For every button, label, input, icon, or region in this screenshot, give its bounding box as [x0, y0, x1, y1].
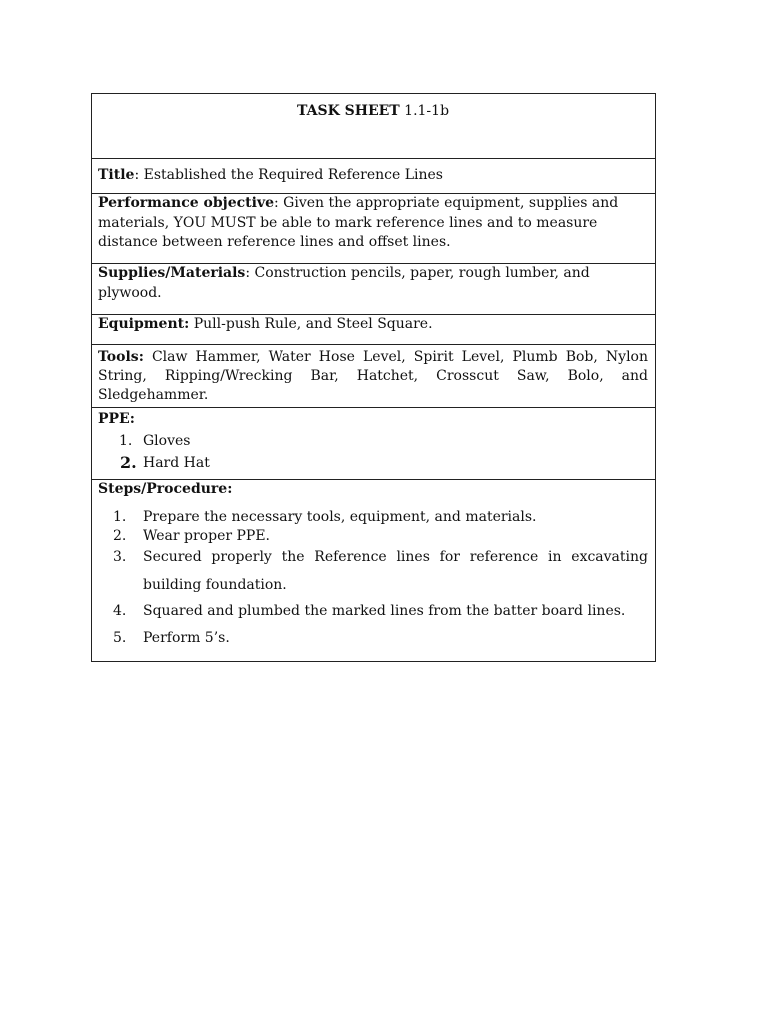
- list-item-text: Secured properly the Reference lines for reference in excavating: [143, 548, 648, 565]
- performance-objective-line-3: distance between reference lines and offset lines.: [98, 234, 451, 250]
- list-item-number: 3.: [113, 548, 127, 565]
- tools-line-2: String, Ripping/Wrecking Bar, Hatchet, Crosscut Saw, Bolo, and: [98, 368, 648, 384]
- ppe-row: [92, 407, 655, 479]
- equipment-row: [92, 314, 655, 344]
- list-item-text: Hard Hat: [143, 454, 210, 471]
- performance-objective-row: [92, 193, 655, 263]
- tools-row: [92, 344, 655, 407]
- list-item-number: 2.: [120, 452, 137, 472]
- tools-line-3: Sledgehammer.: [98, 387, 209, 403]
- performance-objective-label: Performance objective: [98, 195, 274, 211]
- steps-procedure-label: Steps/Procedure:: [98, 481, 233, 497]
- list-item: [98, 598, 648, 625]
- task-sheet-header: [92, 94, 655, 158]
- tools-label: Tools:: [98, 349, 144, 365]
- supplies-materials-label: Supplies/Materials: [98, 265, 246, 281]
- list-item-text: Squared and plumbed the marked lines from the batter board lines.: [143, 602, 626, 619]
- list-item-number: 2.: [113, 528, 127, 544]
- list-item: [98, 452, 648, 474]
- equipment-label: Equipment:: [98, 316, 190, 332]
- task-sheet-number: 1.1-1b: [404, 103, 450, 119]
- list-item-number: 4.: [113, 602, 127, 619]
- task-sheet-heading: TASK SHEET: [296, 103, 400, 119]
- list-item: [98, 508, 648, 528]
- performance-objective-line-1: : Given the appropriate equipment, supplies and: [274, 195, 619, 211]
- list-item-number: 5.: [113, 629, 127, 646]
- steps-procedure-row: [92, 479, 655, 661]
- list-item: [98, 625, 648, 652]
- supplies-materials-line-2: plywood.: [98, 284, 162, 301]
- list-item-text: Perform 5’s.: [143, 629, 230, 646]
- supplies-materials-line-1: : Construction pencils, paper, rough lumber, and: [245, 265, 590, 281]
- list-item-text-continued: building foundation.: [143, 576, 287, 593]
- title-label: Title: [98, 167, 135, 183]
- ppe-label: PPE:: [98, 411, 135, 427]
- performance-objective-line-2: materials, YOU MUST be able to mark reference lines and to measure: [98, 214, 598, 231]
- task-sheet-table: [91, 93, 656, 662]
- list-item-text: Prepare the necessary tools, equipment, and materials.: [143, 508, 537, 525]
- list-item: [98, 430, 648, 452]
- steps-list: [98, 508, 648, 652]
- list-item-text: Wear proper PPE.: [143, 528, 271, 544]
- tools-line-1: Claw Hammer, Water Hose Level, Spirit Level, Plumb Bob, Nylon: [143, 349, 648, 365]
- list-item-number: 1.: [113, 508, 127, 525]
- list-item-text: Gloves: [143, 432, 191, 449]
- list-item: [98, 543, 648, 598]
- equipment-value: Pull-push Rule, and Steel Square.: [189, 316, 433, 332]
- list-item-number: 1.: [119, 432, 133, 449]
- title-value: : Established the Required Reference Lines: [134, 167, 443, 183]
- supplies-materials-row: [92, 263, 655, 314]
- title-row: [92, 158, 655, 193]
- ppe-list: [98, 430, 648, 474]
